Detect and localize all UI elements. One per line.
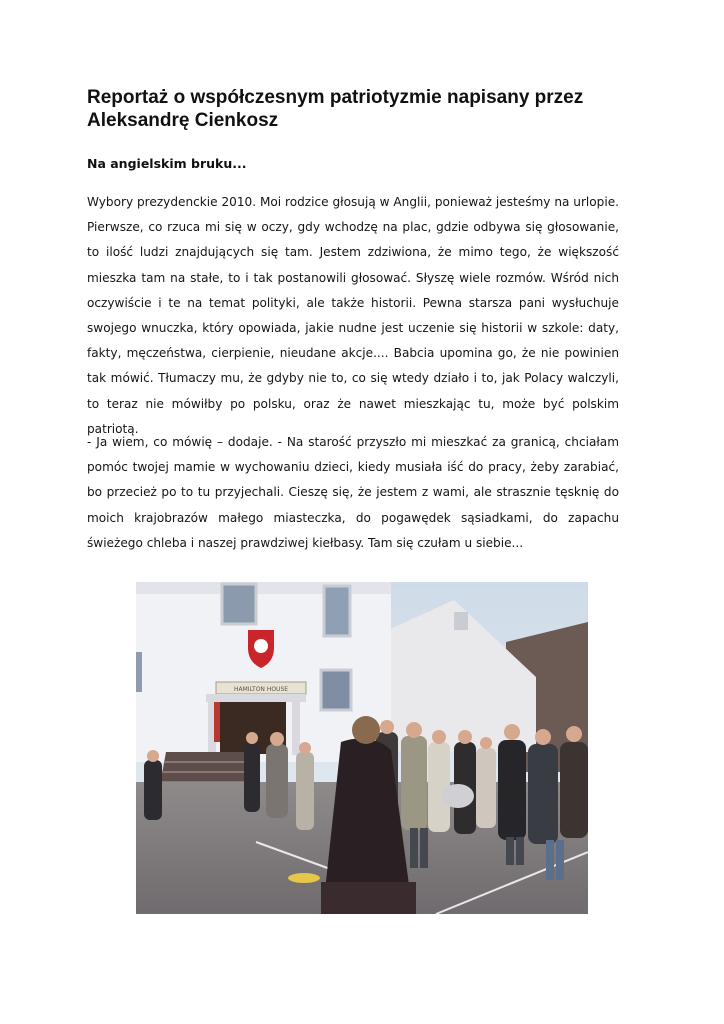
article-subheading: Na angielskim bruku... [87, 156, 247, 171]
window [321, 670, 351, 710]
paragraph-1: Wybory prezydenckie 2010. Moi rodzice głosują w Anglii, ponieważ jesteśmy na urlopie. Pierwsze, co rzuca mi się w oczy, gdy wchodzę na plac, gdzie odbywa się głosowanie, to ilość ludzi znajdujących się tam. Jestem zdziwiona, że mimo tego, że większość mieszka tam na stałe, to i tak postanowili głosować. Słyszę wiele rozmów. Wśród nich oczywiście i te na temat polityki, ale także historii. Pewna starsza pani wysłuchuje swojego wnuczka, który opowiada, jakie nudne jest uczenie się historii w szkole: daty, fakty, męczeństwa, cierpienie, nieudane akcje.... Babcia upomina go, że nie powinien tak mówić. Tłumaczy mu, że gdyby nie to, co się wtedy działo i to, jak Polacy walczyli, to teraz nie mówiłby po polsku, oraz że nawet mieszkając tu, może być polskim patriotą. [87, 195, 619, 436]
window [324, 586, 350, 636]
window [222, 584, 256, 624]
article-title: Reportaż o współczesnym patriotyzmie napisany przez Aleksandrę Cienkosz [87, 87, 584, 131]
paragraph-2: - Ja wiem, co mówię – dodaje. - Na starość przyszło mi mieszkać za granicą, chciałam pomóc twojej mamie w wychowaniu dzieci, kiedy musiała iść do pracy, żeby zarabiać, bo przecież po to tu przyjechali. Cieszę się, że jestem z wami, ale strasznie tęsknię do moich krajobrazów małego miasteczka, do pogawędek sąsiadkami, do zapachu świeżego chleba i naszej prawdziwej kiełbasy. Tam się czułam u siebie... [87, 435, 619, 550]
building-sign-text: HAMILTON HOUSE [233, 686, 289, 693]
polling-station-photo [136, 582, 588, 914]
